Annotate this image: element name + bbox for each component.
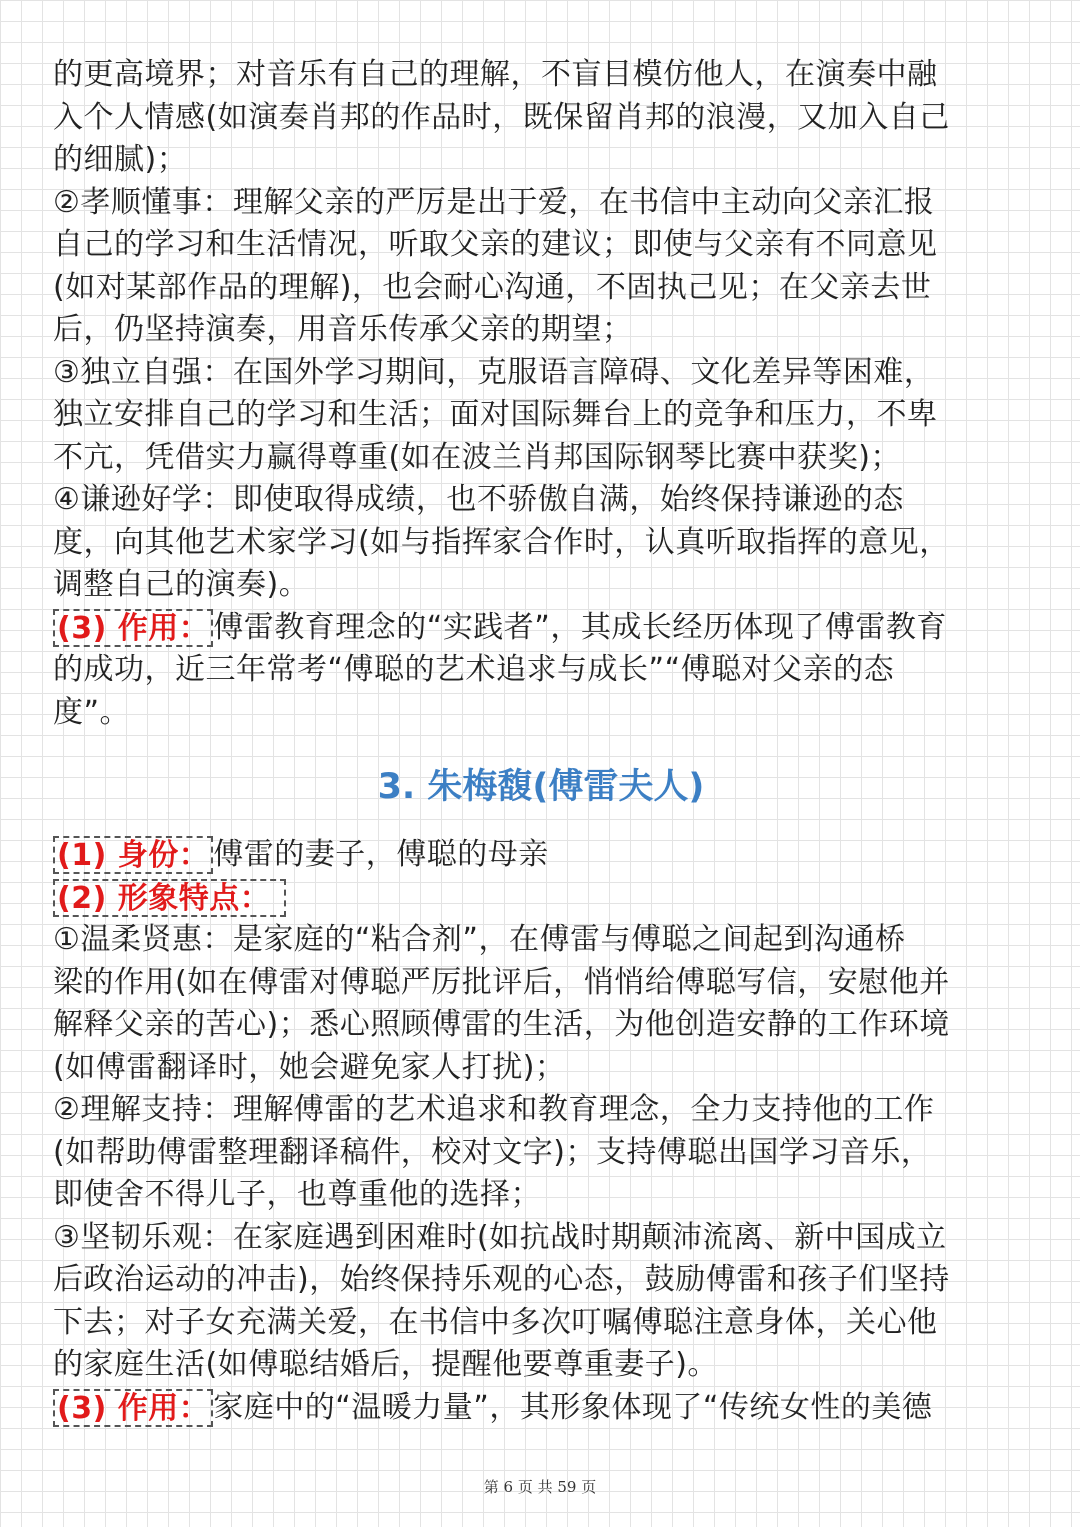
text-line: ②理解支持：理解傅雷的艺术追求和教育理念，全力支持他的工作 xyxy=(53,1092,935,1127)
text-line: ①温柔贤惠：是家庭的“粘合剂”，在傅雷与傅聪之间起到沟通桥 xyxy=(53,922,906,957)
section-title: 3. 朱梅馥(傅雷夫人) xyxy=(377,767,705,807)
identity-line xyxy=(53,834,1029,877)
text-line: 后政治运动的冲击)，始终保持乐观的心态，鼓励傅雷和孩子们坚持 xyxy=(53,1262,950,1297)
document-page xyxy=(53,54,1029,1429)
text-line: ②孝顺懂事：理解父亲的严厉是出于爱，在书信中主动向父亲汇报 xyxy=(53,184,935,220)
text-line: 调整自己的演奏)。 xyxy=(53,567,310,602)
text-line: 解释父亲的苦心)；悉心照顾傅雷的生活，为他创造安静的工作环境 xyxy=(53,1007,950,1042)
text-line: 下去；对子女充满关爱，在书信中多次叮嘱傅聪注意身体，关心他 xyxy=(53,1304,938,1340)
role-text: 家庭中的“温暖力量”，其形象体现了“传统女性的美德 xyxy=(213,1389,933,1425)
role-text: 傅雷教育理念的“实践者”，其成长经历体现了傅雷教育 xyxy=(213,609,947,645)
identity-label: (1) 身份： xyxy=(53,836,213,874)
text-line: 入个人情感(如演奏肖邦的作品时，既保留肖邦的浪漫，又加入自己 xyxy=(53,99,950,135)
text-line: ③独立自强：在国外学习期间，克服语言障碍、文化差异等困难， xyxy=(53,354,935,390)
role-label: (3) 作用： xyxy=(53,609,213,647)
text-line: 不亢，凭借实力赢得尊重(如在波兰肖邦国际钢琴比赛中获奖)； xyxy=(53,439,901,475)
text-line: 独立安排自己的学习和生活；面对国际舞台上的竞争和压力，不卑 xyxy=(53,397,938,432)
text-line: 梁的作用(如在傅雷对傅聪严厉批评后，悄悄给傅聪写信，安慰他并 xyxy=(53,964,950,1000)
traits-heading-line xyxy=(53,877,1029,920)
text-line: 的更高境界；对音乐有自己的理解，不盲目模仿他人，在演奏中融 xyxy=(53,57,938,92)
text-line: 的家庭生活(如傅聪结婚后，提醒他要尊重妻子)。 xyxy=(53,1347,718,1382)
text-line: ③坚韧乐观：在家庭遇到困难时(如抗战时期颠沛流离、新中国成立 xyxy=(53,1219,947,1255)
paragraph-zhu-meifu xyxy=(53,834,1029,1429)
text-line: 度”。 xyxy=(53,694,131,730)
text-line: (如傅雷翻译时，她会避免家人打扰)； xyxy=(53,1049,566,1085)
role-line xyxy=(53,1387,1029,1430)
text-line: 度，向其他艺术家学习(如与指挥家合作时，认真听取指挥的意见， xyxy=(53,524,950,560)
page-number: 第 6 页 共 59 页 xyxy=(483,1478,597,1496)
text-line: 的成功，近三年常考“傅聪的艺术追求与成长”“傅聪对父亲的态 xyxy=(53,652,895,687)
text-line: (如帮助傅雷整理翻译稿件，校对文字)；支持傅聪出国学习音乐， xyxy=(53,1134,932,1170)
paragraph-fucong-traits xyxy=(53,54,1029,734)
text-line: 自己的学习和生活情况，听取父亲的建议；即使与父亲有不同意见 xyxy=(53,227,938,262)
text-line: (如对某部作品的理解)，也会耐心沟通，不固执己见；在父亲去世 xyxy=(53,269,932,305)
text-line: ④谦逊好学：即使取得成绩，也不骄傲自满，始终保持谦逊的态 xyxy=(53,482,904,517)
text-line: 后，仍坚持演奏，用音乐传承父亲的期望； xyxy=(53,312,633,347)
text-line: 的细腻)； xyxy=(53,142,188,177)
traits-label: (2) 形象特点： xyxy=(53,879,286,917)
role-label: (3) 作用： xyxy=(53,1389,213,1427)
role-line xyxy=(53,607,1029,650)
identity-text: 傅雷的妻子，傅聪的母亲 xyxy=(213,837,549,872)
text-line: 即使舍不得儿子，也尊重他的选择； xyxy=(53,1177,541,1212)
